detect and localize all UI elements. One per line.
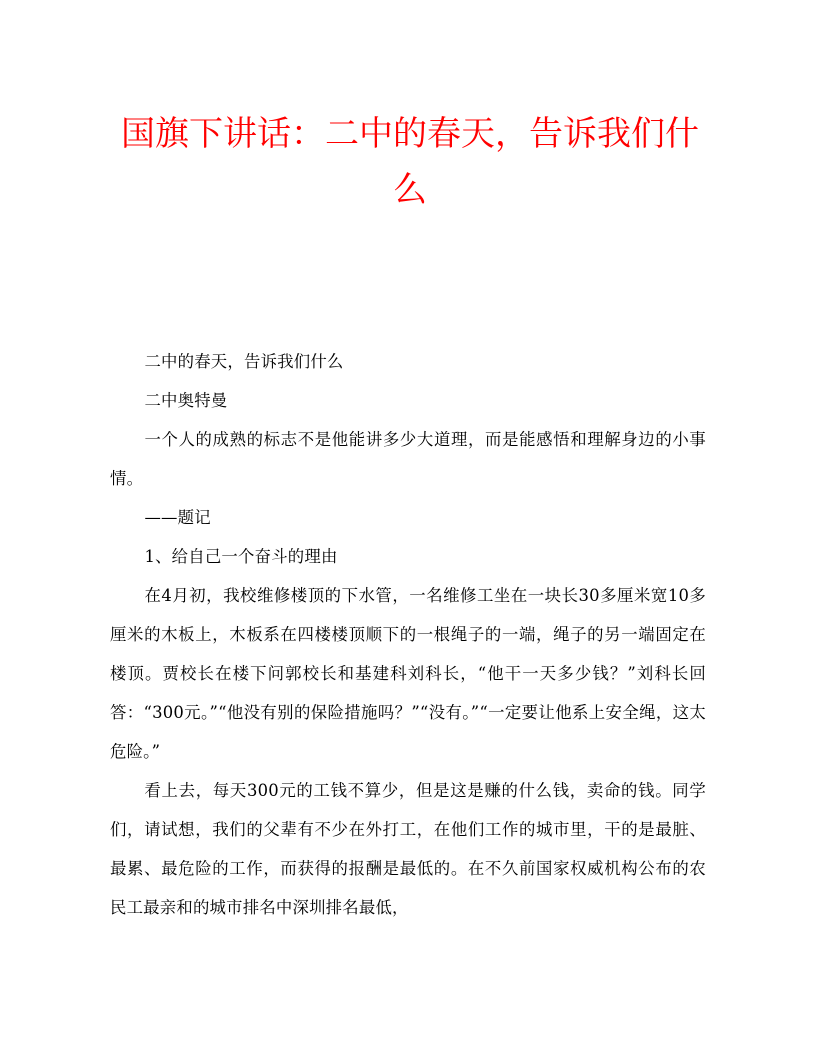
- paragraph-subtitle: 二中的春天，告诉我们什么: [144, 352, 344, 371]
- document-body: [110, 342, 706, 927]
- paragraph-section-heading: 1、给自己一个奋斗的理由: [144, 547, 338, 566]
- paragraph-epigraph: 一个人的成熟的标志不是他能讲多少大道理，而是能感悟和理解身边的小事情。: [110, 430, 706, 488]
- paragraph-body: 在4月初，我校维修楼顶的下水管，一名维修工坐在一块长30多厘米宽10多厘米的木板上，木板系在四楼楼顶顺下的一根绳子的一端，绳子的另一端固定在楼顶。贾校长在楼下问郭校长和基建科刘科长，“他干一天多少钱？”刘科长回答：“300元。”“他没有别的保险措施吗？”“没有。”“一定要让他系上安全绳，这太危险。”: [110, 586, 706, 761]
- paragraph-body: 看上去，每天300元的工钱不算少，但是这是赚的什么钱，卖命的钱。同学们，请试想，我们的父辈有不少在外打工，在他们工作的城市里，干的是最脏、最累、最危险的工作，而获得的报酬是最低的。在不久前国家权威机构公布的农民工最亲和的城市排名中深圳排名最低，: [110, 781, 706, 917]
- paragraph-author: 二中奥特曼: [144, 391, 228, 410]
- document-title: 国旗下讲话：二中的春天，告诉我们什么: [121, 114, 699, 210]
- paragraph-epigraph-label: ——题记: [144, 508, 211, 527]
